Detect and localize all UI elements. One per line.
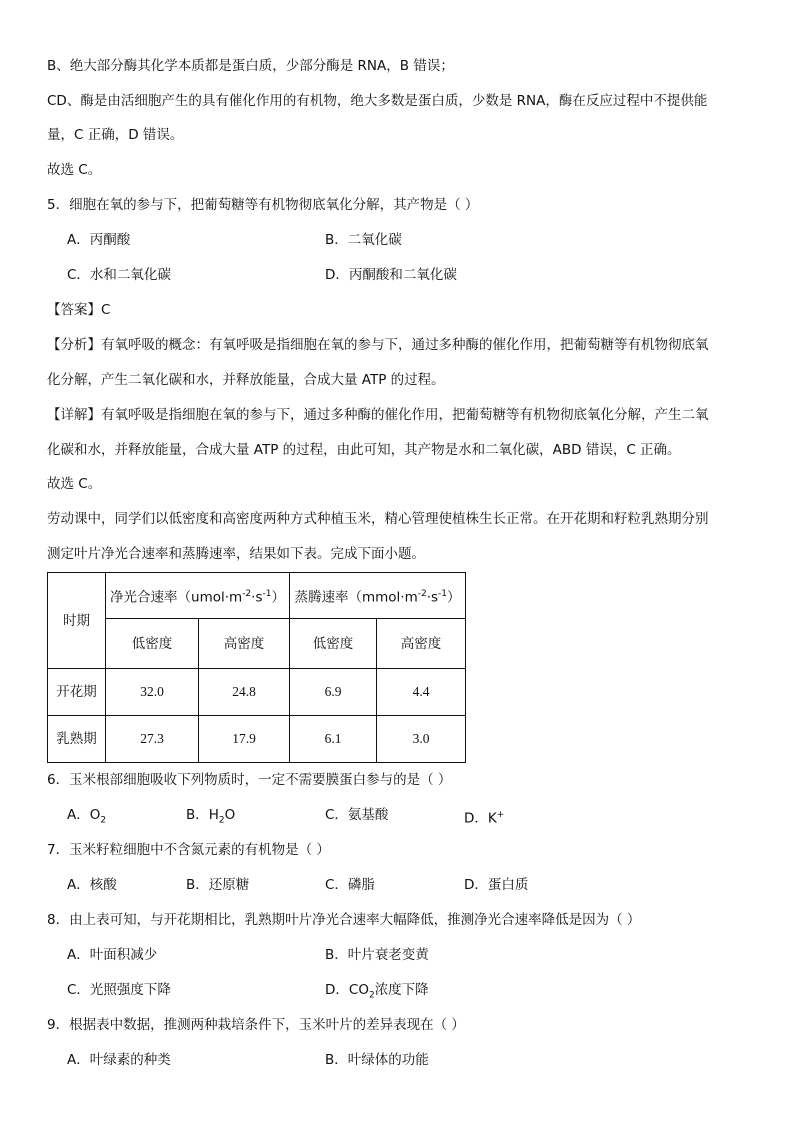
subheader-high: 高密度	[377, 619, 466, 669]
cell-value: 27.3	[106, 716, 199, 763]
header-net-photosynthesis: 净光合速率$(umol\cdot m^{-2}\cdot s^{-1})$	[106, 573, 290, 619]
option-b: B．二氧化碳	[325, 232, 402, 248]
option-d: D．蛋白质	[464, 877, 529, 893]
option-b: B．叶片衰老变黄	[325, 947, 429, 963]
cell-value: 32.0	[106, 669, 199, 716]
answer-line: 【答案】C	[47, 302, 111, 318]
question-9: 9．根据表中数据，推测两种栽培条件下，玉米叶片的差异表现在（ ）	[47, 1017, 465, 1033]
subheader-high: 高密度	[199, 619, 290, 669]
analysis-line: 化分解，产生二氧化碳和水，并释放能量，合成大量 ATP 的过程。	[47, 372, 445, 388]
intro-line: 劳动课中，同学们以低密度和高密度两种方式种植玉米，精心管理使植株生长正常。在开花期和籽粒乳熟期分别	[47, 511, 709, 527]
cell-period: 开花期	[48, 669, 106, 716]
detail-line: 【详解】有氧呼吸是指细胞在氧的参与下，通过多种酶的催化作用，把葡萄糖等有机物彻底氧化分解，产生二氧	[47, 407, 709, 423]
question-5: 5．细胞在氧的参与下，把葡萄糖等有机物彻底氧化分解，其产物是（ ）	[47, 197, 479, 213]
text-line: B、绝大部分酶其化学本质都是蛋白质，少部分酶是 RNA，B 错误；	[47, 58, 454, 74]
option-c: C．氨基酸	[325, 807, 389, 823]
header-period: 时期	[48, 573, 106, 669]
cell-period: 乳熟期	[48, 716, 106, 763]
table-row	[48, 716, 466, 763]
text-line: 故选 C。	[47, 162, 102, 178]
cell-value: 24.8	[199, 669, 290, 716]
option-a: A．叶面积减少	[67, 947, 158, 963]
header-transpiration: 蒸腾速率$(mmol\cdot m^{-2}\cdot s^{-1})$	[290, 573, 466, 619]
cell-value: 6.9	[290, 669, 377, 716]
option-b: B．叶绿体的功能	[325, 1052, 429, 1068]
option-c: C．光照强度下降	[67, 982, 171, 998]
analysis-line: 【分析】有氧呼吸的概念：有氧呼吸是指细胞在氧的参与下，通过多种酶的催化作用，把葡萄糖等有机物彻底氧	[47, 337, 709, 353]
option-a: A．叶绿素的种类	[67, 1052, 171, 1068]
option-d: D．$CO_2$浓度下降	[325, 982, 429, 1001]
text-line: CD、酶是由活细胞产生的具有催化作用的有机物，绝大多数是蛋白质，少数是 RNA，酶在反应过程中不提供能	[47, 93, 708, 109]
table-row	[48, 669, 466, 716]
text-line: 量，C 正确，D 错误。	[47, 127, 184, 143]
cell-value: 3.0	[377, 716, 466, 763]
option-a: A．丙酮酸	[67, 232, 131, 248]
option-c: C．水和二氧化碳	[67, 267, 171, 283]
text-line: 故选 C。	[47, 476, 102, 492]
option-c: C．磷脂	[325, 877, 375, 893]
question-8: 8．由上表可知，与开花期相比，乳熟期叶片净光合速率大幅降低，推测净光合速率降低是因为（ ）	[47, 912, 641, 928]
option-d: D．丙酮酸和二氧化碳	[325, 267, 457, 283]
question-6: 6．玉米根部细胞吸收下列物质时，一定不需要膜蛋白参与的是（ ）	[47, 772, 452, 788]
cell-value: 17.9	[199, 716, 290, 763]
cell-value: 6.1	[290, 716, 377, 763]
option-b: B．$H_2O$	[186, 807, 236, 826]
data-table	[47, 572, 466, 763]
intro-line: 测定叶片净光合速率和蒸腾速率，结果如下表。完成下面小题。	[47, 546, 425, 562]
detail-line: 化碳和水，并释放能量，合成大量 ATP 的过程，由此可知，其产物是水和二氧化碳，ABD 错误，C 正确。	[47, 442, 681, 458]
cell-value: 4.4	[377, 669, 466, 716]
option-d: D．K+	[464, 810, 505, 827]
option-a: A．核酸	[67, 877, 117, 893]
question-7: 7．玉米籽粒细胞中不含氮元素的有机物是（ ）	[47, 842, 330, 858]
subheader-low: 低密度	[290, 619, 377, 669]
option-b: B．还原糖	[186, 877, 250, 893]
subheader-low: 低密度	[106, 619, 199, 669]
option-a: A．$O_2$	[67, 807, 107, 826]
